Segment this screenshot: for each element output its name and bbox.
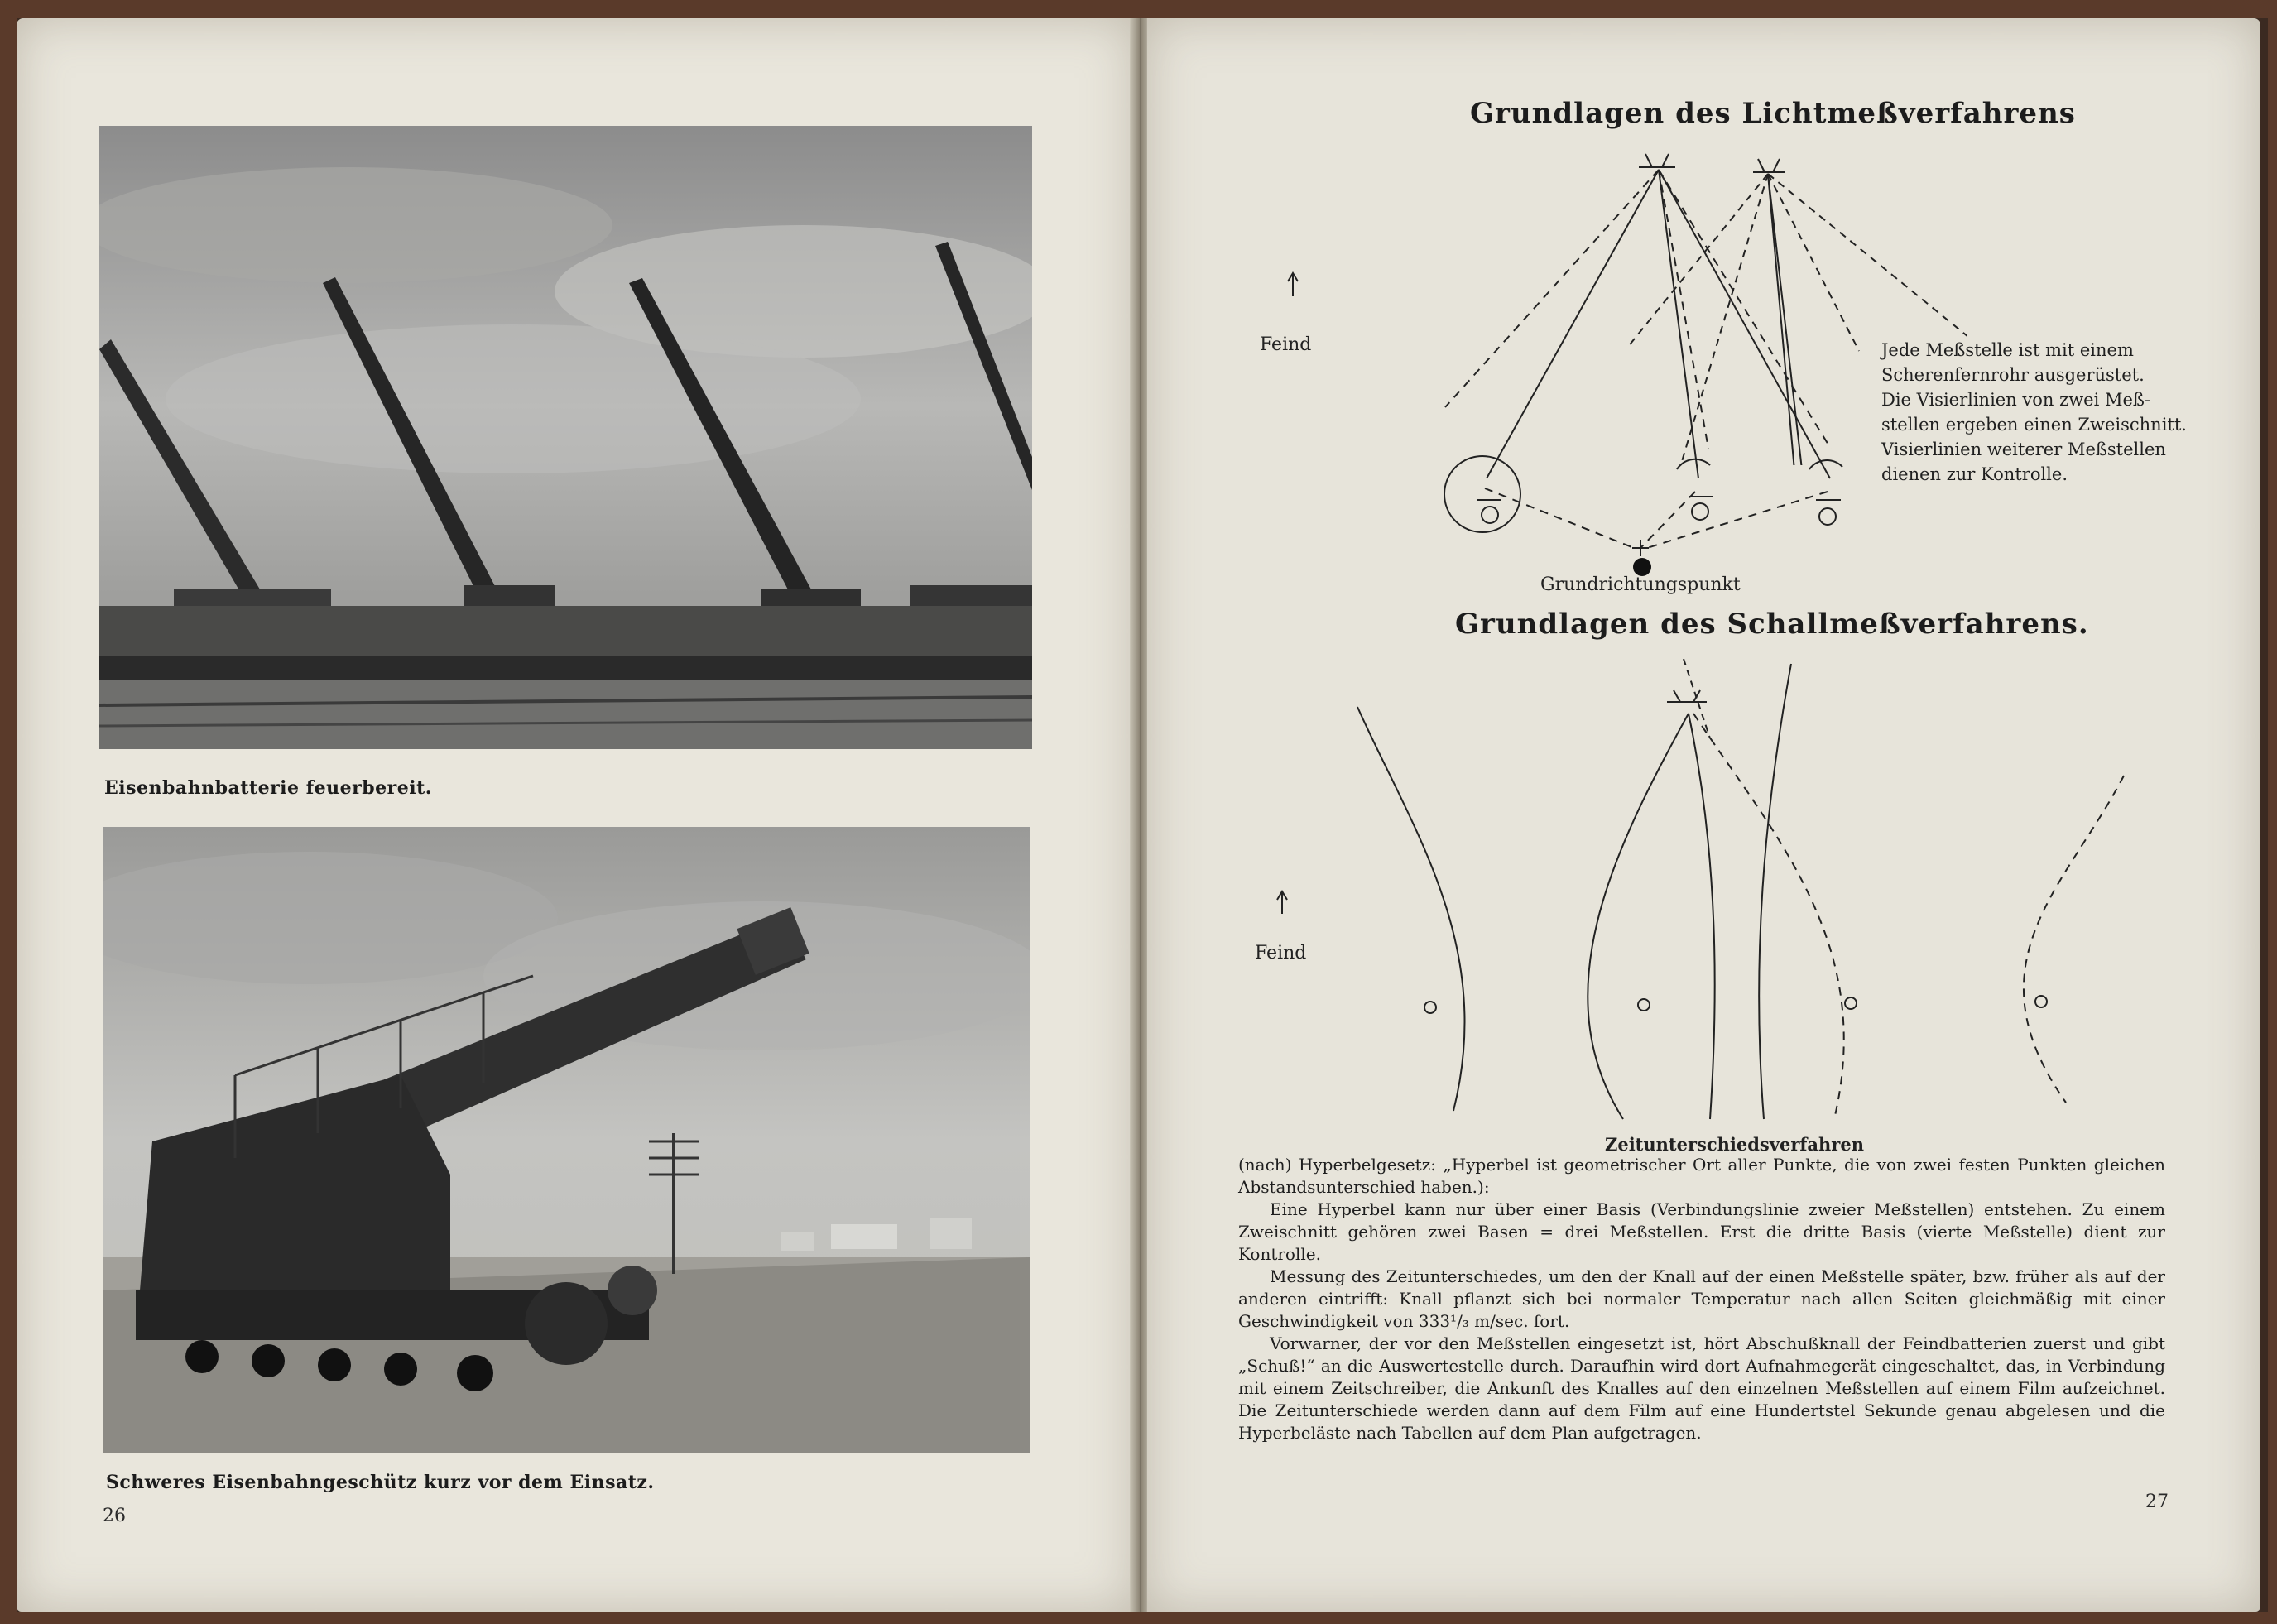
heavy-railway-gun-image: [103, 827, 1030, 1453]
sound-ranging-hyperbolas: [1147, 647, 2260, 1136]
note-line: stellen ergeben einen Zweischnitt.: [1881, 415, 2187, 435]
explanation-text: [1238, 1154, 2165, 1444]
diagram-caption-zeitunterschied: Zeitunterschiedsverfahren: [1605, 1134, 1864, 1155]
note-line: Scherenfernrohr ausgerüstet.: [1881, 365, 2145, 385]
open-booklet: [17, 18, 2268, 1612]
railway-battery-image: [99, 126, 1032, 749]
note-line: dienen zur Kontrolle.: [1881, 464, 2068, 484]
paragraph-basis: Eine Hyperbel kann nur über einer Basis (Verbindungslinie zweier Meßstellen) entstehen. Zu einem Zweischnitt gehören zwei Basen = drei Meßstellen. Erst die dritte Basis (vierte Meßstelle) dient zur Kontrolle.: [1238, 1199, 2165, 1264]
paragraph-vorwarner: Vorwarner, der vor den Meßstellen eingesetzt ist, hört Abschußknall der Feindbatterien zuerst und gibt „Schuß!“ an die Auswertestelle durch. Daraufhin wird dort Aufnahmegerät eingeschaltet, das, in Verbindung mit einem Zeitschreiber, die Ankunft des Knalles auf den einzelnen Meßstellen auf einem Film aufzeichnet. Die Zeitunterschiede werden dann auf dem Film auf eine Hundertstel Sekunde genau abgelesen und die Hyperbeläste nach Tabellen auf dem Plan aufgetragen.: [1238, 1333, 2165, 1443]
heading-light-ranging: Grundlagen des Lichtmeßverfahrens: [1470, 97, 2076, 130]
light-ranging-notes: [1881, 338, 2237, 487]
note-line: Die Visierlinien von zwei Meß-: [1881, 390, 2151, 410]
right-page: [1147, 18, 2260, 1612]
paragraph-hyperbelgesetz: (nach) Hyperbelgesetz: „Hyperbel ist geometrischer Ort aller Punkte, die von zwei festen Punkten gleichen Abstandsunterschied haben.):: [1238, 1155, 2165, 1197]
heading-sound-ranging: Grundlagen des Schallmeßverfahrens.: [1455, 608, 2089, 641]
feind-label-light: Feind: [1260, 334, 1312, 355]
light-ranging-triangle-svg: [1147, 18, 2260, 598]
note-line: Visierlinien weiterer Meßstellen: [1881, 440, 2166, 459]
paragraph-zeitunterschied: Messung des Zeitunterschiedes, um den der Knall auf der einen Meßstelle später, bzw. früher als auf der anderen eintrifft: Knall pflanzt sich bei normaler Temperatur nach allen Seiten gleichmäßig mit einer Geschwindigkeit von 333¹/₃ m/sec. fort.: [1238, 1266, 2165, 1331]
page-number-right: 27: [2145, 1492, 2169, 1512]
left-page: [17, 18, 1134, 1612]
sound-ranging-diagram: [1147, 647, 2260, 1136]
note-line: Jede Meßstelle ist mit einem: [1881, 340, 2134, 360]
caption-heavy-railway-gun: Schweres Eisenbahngeschütz kurz vor dem Einsatz.: [106, 1472, 655, 1493]
grundrichtungspunkt-label: Grundrichtungspunkt: [1540, 574, 1741, 595]
page-number-left: 26: [103, 1506, 126, 1526]
photo-heavy-railway-gun: [103, 827, 1030, 1453]
photo-railway-battery: [99, 126, 1032, 749]
light-ranging-triangle: [1147, 18, 2260, 598]
caption-railway-battery: Eisenbahnbatterie feuerbereit.: [104, 777, 432, 799]
feind-label-sound: Feind: [1255, 943, 1307, 963]
